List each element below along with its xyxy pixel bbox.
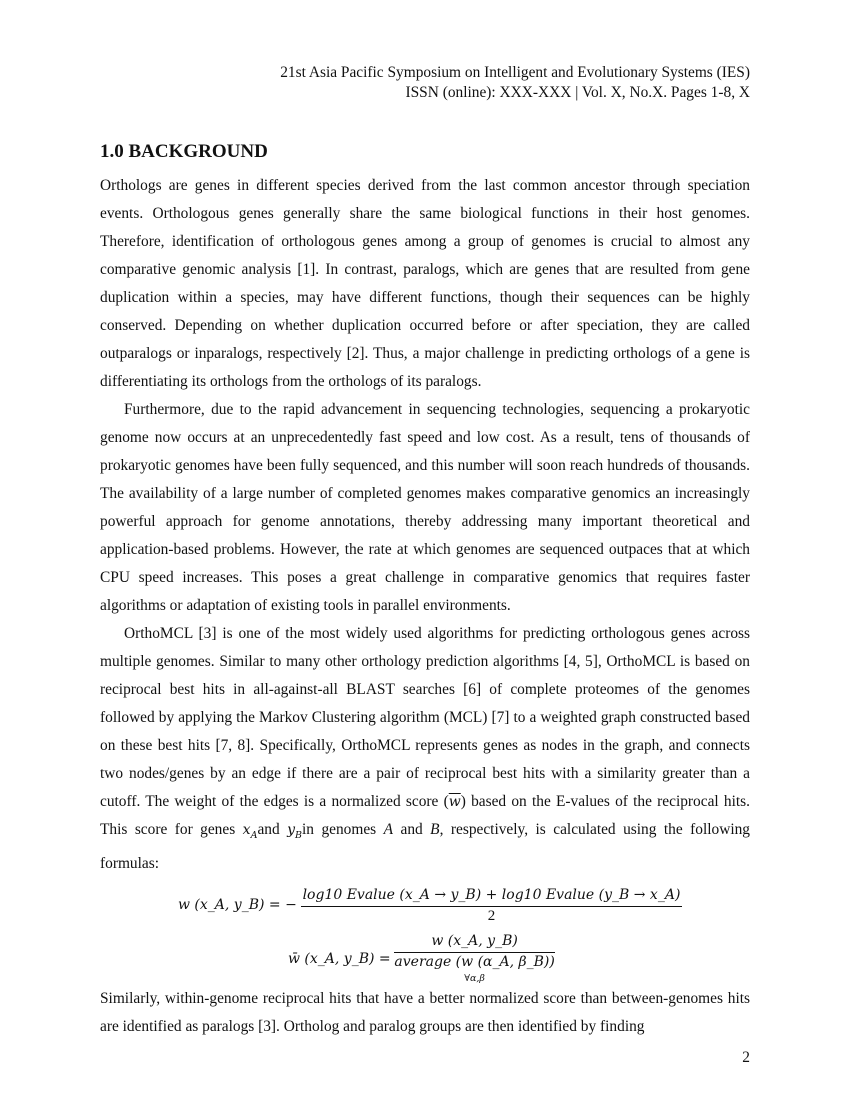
p3-text-e: and (393, 821, 431, 838)
equation-block (100, 879, 750, 985)
yb-symbol: $y_B$ (287, 822, 303, 841)
wbar-symbol: $\overline{w}$ (448, 794, 461, 810)
p3-text-d: in genomes (302, 821, 384, 838)
running-header (280, 63, 750, 103)
p3-text-c: and (257, 821, 288, 838)
genome-a: A (383, 821, 394, 838)
page-number: 2 (742, 1049, 750, 1066)
eq1-denominator: 2 (487, 907, 496, 924)
equation-2 (288, 931, 555, 988)
eq2-lhs: w̄ (x_A, y_B) = (288, 950, 391, 967)
xa-symbol: $x_A$ (242, 822, 258, 841)
main-content (100, 140, 750, 1041)
paragraph-3 (100, 620, 750, 878)
eq1-fraction (301, 885, 683, 926)
section-title: 1.0 BACKGROUND (100, 141, 268, 162)
eq1-numerator: log10 Evalue (x_A → y_B) + log10 Evalue (y_B → x_A) (301, 885, 683, 907)
eq2-denominator-text: average (w (α_A, β_B)) (394, 953, 555, 970)
eq2-denominator-subscript: ∀α,β (464, 972, 485, 984)
p3-text-f: , respectively, is calculated using the following formulas: (100, 821, 750, 872)
equation-1 (178, 885, 682, 926)
header-issn: ISSN (online): XXX-XXX | Vol. X, No.X. Pages 1-8, X (405, 84, 750, 101)
p3-text-a: OrthoMCL [3] is one of the most widely used algorithms for predicting orthologous genes across multiple genomes. Similar to many other orthology prediction algorithms [4, 5], OrthoMCL is based on reciprocal best hits in all-against-all BLAST searches [6] of complete proteomes of the genomes followed by applying the Markov Clustering algorithm (MCL) [7] to a weighted graph constructed based on these best hits [7, 8]. Specifically, OrthoMCL represents genes as nodes in the graph, and connects two nodes/genes by an edge if there are a pair of reciprocal best hits with a similarity greater than a cutoff. The weight of the edges is a normalized score ( (100, 625, 750, 810)
p3-text-b: ) based on the E-values of the reciprocal hits. This score for genes (100, 793, 751, 838)
header-conference: 21st Asia Pacific Symposium on Intelligent and Evolutionary Systems (IES) (280, 64, 750, 81)
eq2-denominator (394, 953, 554, 988)
eq2-numerator: w (x_A, y_B) (394, 931, 554, 953)
paragraph-1: Orthologs are genes in different species derived from the last common ancestor through speciation events. Orthologous genes generally share the same biological functions in their host genomes. Therefore, identification of orthologous genes among a group of genomes is crucial to almost any comparative genomic analysis [1]. In contrast, paralogs, which are genes that are resulted from gene duplication within a species, may have different functions, though their sequences can be highly conserved. Depending on whether duplication occurred before or after speciation, they are called outparalogs or inparalogs, respectively [2]. Thus, a major challenge in predicting orthologs of a gene is differentiating its orthologs from the orthologs of its paralogs. (100, 177, 750, 390)
genome-b: B (430, 821, 440, 838)
eq2-fraction (394, 931, 554, 988)
paragraph-2: Furthermore, due to the rapid advancement in sequencing technologies, sequencing a prokaryotic genome now occurs at an unprecedentedly fast speed and low cost. As a result, tens of thousands of prokaryotic genomes have been fully sequenced, and this number will soon reach hundreds of thousands. The availability of a large number of completed genomes makes comparative genomics an increasingly powerful approach for genome annotations, thereby addressing many important theoretical and application-based problems. However, the rate at which genomes are sequenced outpaces that at which CPU speed increases. This poses a great challenge in comparative genomics that requires faster algorithms or adaptation of existing tools in parallel environments. (100, 401, 750, 614)
paragraph-4: Similarly, within-genome reciprocal hits that have a better normalized score than between-genomes hits are identified as paralogs [3]. Ortholog and paralog groups are then identified by finding (100, 989, 750, 1035)
eq1-lhs: w (x_A, y_B) = − (178, 896, 297, 913)
